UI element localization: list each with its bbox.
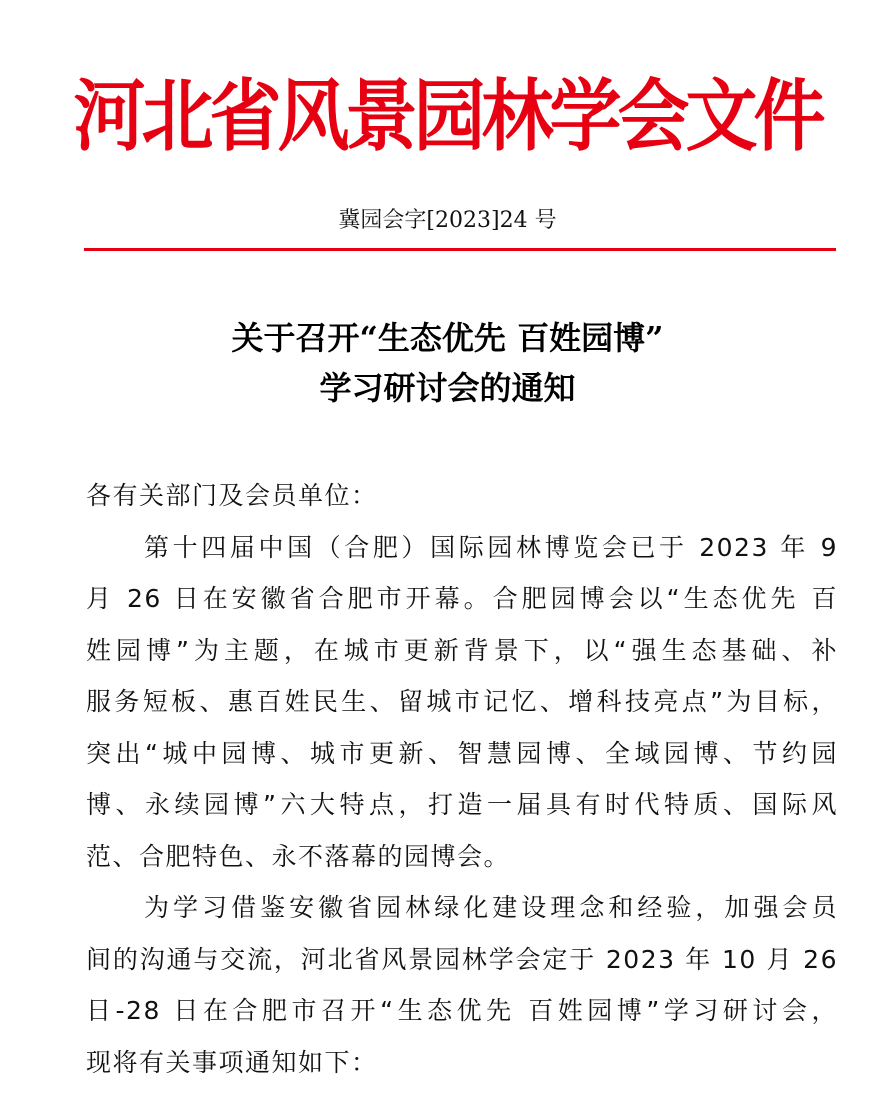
document-number: 冀园会字[2023]24 号 — [338, 208, 557, 233]
paragraph-line: 突出“城中园博、城市更新、智慧园博、全域园博、节约园 — [86, 738, 838, 768]
paragraph-line: 间的沟通与交流，河北省风景园林学会定于 2023 年 10 月 26 — [86, 944, 838, 974]
masthead-title: 河北省风景园林学会文件 — [73, 69, 822, 162]
paragraph-line: 现将有关事项通知如下： — [86, 1047, 378, 1077]
notice-body — [86, 470, 838, 1088]
paragraph-line: 月 26 日在安徽省合肥市开幕。合肥园博会以“生态优先 百 — [86, 584, 838, 613]
notice-title — [60, 313, 835, 413]
paragraph-line: 为学习借鉴安徽省园林绿化建设理念和经验，加强会员 — [144, 893, 838, 922]
paragraph-line: 日-28 日在合肥市召开“生态优先 百姓园博”学习研讨会， — [86, 996, 838, 1025]
paragraph-line: 博、永续园博”六大特点，打造一届具有时代特质、国际风 — [86, 790, 838, 819]
title-line: 学习研讨会的通知 — [319, 369, 576, 407]
paragraph-line: 服务短板、惠百姓民生、留城市记忆、增科技亮点”为目标， — [86, 687, 838, 716]
title-line: 关于召开“生态优先 百姓园博” — [231, 319, 664, 357]
paragraph-line: 姓园博”为主题，在城市更新背景下，以“强生态基础、补 — [86, 635, 838, 665]
paragraph-line: 第十四届中国（合肥）国际园林博览会已于 2023 年 9 — [144, 532, 838, 562]
red-divider-line — [84, 248, 836, 251]
salutation: 各有关部门及会员单位： — [86, 481, 378, 510]
paragraph-line: 范、合肥特色、永不落幕的园博会。 — [86, 841, 511, 871]
